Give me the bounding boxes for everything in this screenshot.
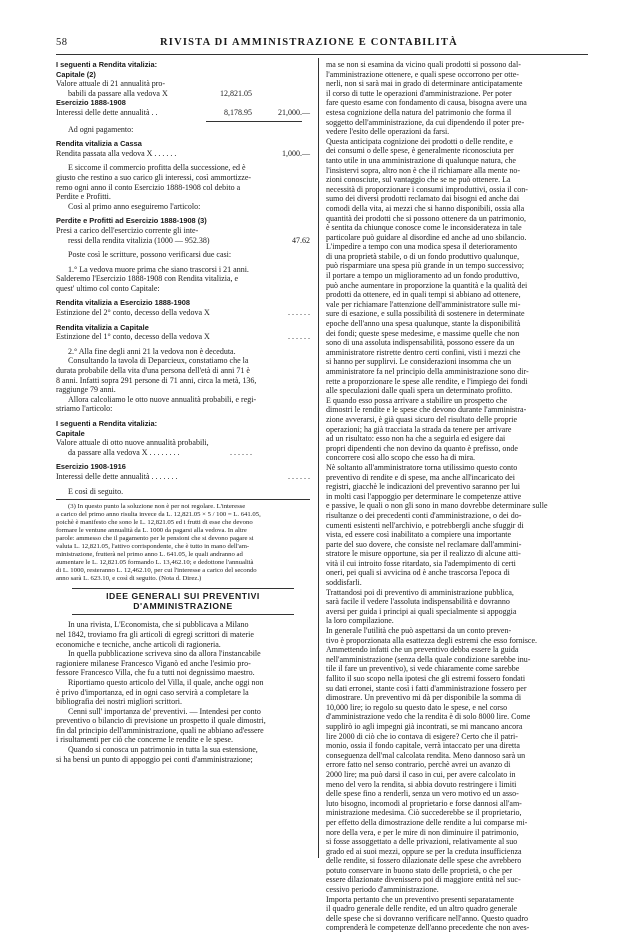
line-text: Rendita vitalizia a Esercizio 1888-1908	[56, 298, 190, 308]
text-line: conseguenza dell'mal calcolata rendita. Meno dannoso sarà un	[326, 750, 526, 760]
text-line: fallito il suo scopo nella ipotesi che gli estremi fossero fondati	[326, 674, 526, 683]
journal-entry-heading	[56, 60, 310, 70]
text-line: risultanze o dei precedenti conti d'amministrazione, o dei do-	[326, 510, 522, 520]
text-line: ad un risultato: esso non ha che a seguirla ed esigere dai	[326, 434, 506, 444]
text-line: d'amministrazione vedo che la rendita è di solo 8000 lire. Come	[326, 712, 531, 722]
line-text: ressi della rendita vitalizia (1000 — 952.38)	[68, 235, 210, 245]
running-header	[56, 37, 588, 51]
line-text: Presi a carico dell'esercizio corrente gli inte-	[56, 225, 199, 235]
text-line	[56, 404, 310, 414]
text-line: Importa pertanto che un preventivo presenti separatamente	[326, 894, 514, 904]
text-line: è sentita da chiunque conosce come le inconsiderateza in tale	[326, 223, 522, 233]
line-text: Interessi delle dette annualità . .	[56, 107, 158, 117]
text-line	[56, 707, 310, 717]
text-line: luto bisogno, incomodi al proprietario e forse dannosi all'am-	[326, 798, 522, 808]
text-line	[56, 226, 310, 236]
line-text: Estinzione del 2° conto, decesso della vedova X	[56, 308, 210, 318]
journal-entry-heading	[56, 216, 310, 226]
text-line	[56, 149, 310, 159]
text-line: prodotti da ottenere, ed in quali tempi si abbiano ad ottenere,	[326, 290, 521, 300]
text-line: Trattandosi poi di preventivo di amministrazione pubblica,	[326, 587, 514, 597]
journal-entry-heading	[56, 139, 310, 149]
text-line: vale per richiamare l'attenzione dell'amministratore sulle mi-	[326, 299, 521, 309]
line-text: Estinzione del 1° conto, decesso della vedova X	[56, 332, 210, 342]
text-line	[56, 640, 310, 650]
text-line: operazioni; ha già tracciata la strada da tenere per arrivare	[326, 424, 512, 434]
line-text: quest' ultimo col conto Capitale:	[56, 283, 160, 293]
line-text: Cenni sull' importanza de' preventivi. — Intendesi per conto	[68, 706, 261, 716]
text-line: sarà facile il vedere l'assoluta indispensabilità e dovranno	[326, 597, 510, 607]
line-text: fessore Francesco Villa, che fu a tutti noi degnissimo maestro.	[56, 668, 255, 678]
line-text: Allora calcoliamo le otto nuove annualità probabili, e regi-	[68, 394, 257, 404]
text-line: epoche dell'anno una spesa qualunque, stante la disponibilità	[326, 319, 521, 329]
text-line: tile il fare un preventivo), si vede chiaramente come sarebbe	[326, 664, 520, 674]
text-line: e passive, le quali o non gli sono in mano dovrebbe determinare sulle	[326, 501, 548, 511]
text-line: il portare a tempo un miglioramento ad un fondo produttivo,	[326, 271, 520, 281]
footnote-line	[56, 527, 310, 535]
text-line: delle spese che si dovranno verificare nell'anno. Questo quadro	[326, 913, 529, 923]
text-line: comprenderà le competenze dell'anno precedente che non aves-	[326, 923, 530, 933]
text-line: sure di esazione, e sulla possibilità di sostenere in determinate	[326, 309, 525, 319]
total-amount: . . . . . .	[288, 308, 310, 318]
text-line	[56, 745, 310, 755]
text-line: vedere l'esito delle operazioni da farsi.	[326, 127, 450, 137]
text-line: su dati erronei, stante così i fatti d'amministrazione fossero per	[326, 683, 527, 693]
text-line: vista, ed essere così inabilitato a compiere una importante	[326, 530, 512, 540]
line-text: anno sarà L. 623.10, e così di seguito. (Nota d. Direz.)	[56, 575, 202, 583]
text-line: nore della vera, e per le mire di non diminuire il patrimonio,	[326, 827, 519, 837]
line-text: Perdite e Profitti ad Esercizio 1888-1908 (3)	[56, 216, 207, 226]
text-line: soddisfarli.	[326, 578, 362, 588]
text-line: dimostrare. Un preventivo mi dà per disponibile la somma di	[326, 693, 522, 703]
text-line: sono di una assoluta indispensabilità, possono essere da un	[326, 338, 515, 348]
line-text: remo ogni anno il conto Esercizio 1888-1908 col debito a	[56, 182, 241, 192]
text-line: In generale l'utilità che può aspettarsi da un conto preven-	[326, 626, 512, 636]
line-text: Esercizio 1908-1916	[56, 462, 126, 472]
text-line	[56, 448, 310, 458]
journal-entry-heading	[56, 98, 310, 108]
text-line: il corso di tutte le operazioni d'amministrazione. Per poter	[326, 88, 512, 98]
total-amount: 21,000.—	[278, 107, 310, 117]
text-line: l'amministrazione ottenere, e quali spese occorrono per otte-	[326, 69, 519, 79]
text-line: 2000 lire; ma può darsi il caso in cui, per avere calcolato in	[326, 769, 516, 779]
footnote-line	[56, 559, 310, 567]
text-line: Ammettendo infatti che un preventivo debba essere la guida	[326, 645, 519, 655]
line-text: giusto che restino a suo carico gli interessi, così ammortizze-	[56, 172, 252, 182]
line-text: ragioniere milanese Francesco Viganò ed anche l'esimio pro-	[56, 658, 251, 668]
journal-entry-heading	[56, 462, 310, 472]
footnote-line	[56, 551, 310, 559]
running-title: RIVISTA DI AMMINISTRAZIONE E CONTABILITÀ	[160, 37, 458, 48]
text-line: zione avverarsi, è già quasi sicuro del risultato delle proprie	[326, 414, 518, 424]
text-line	[56, 678, 310, 688]
text-line	[56, 755, 310, 765]
line-text: di L. 1000, resteranno L. 12,462.10, per cui l'interesse a carico del secondo	[56, 567, 257, 575]
text-line: cessivo periodo d'amministrazione.	[326, 885, 439, 895]
text-line	[56, 688, 310, 698]
text-line: oneri, pei quali si avvicina od è anche trascorsa l'epoca di	[326, 568, 510, 578]
line-text: Così al primo anno eseguiremo l'articolo:	[68, 201, 201, 211]
text-line: dei fondi; queste spese medesime, e massime quelle che non	[326, 328, 520, 338]
footnote-line	[56, 519, 310, 527]
line-text: parole: ammesso che il pagamento per le pensioni che si devono pagare si	[56, 535, 254, 543]
text-line: comodi della vita, ai mezzi che si hanno disponibili, ossia alla	[326, 203, 525, 213]
text-line	[56, 236, 310, 246]
line-text: ministrazione, frutterà nel primo anno L. 641.05, le quali andranno ad	[56, 551, 243, 559]
partial-amount: 12,821.05	[220, 88, 252, 98]
text-line	[56, 659, 310, 669]
text-line: registri, giacchè le indicazioni del preventivo saranno per lui	[326, 482, 520, 492]
text-line	[56, 376, 310, 386]
text-line: ma se non si esamina da vicino quali prodotti si possono dal-	[326, 60, 521, 69]
line-text: I seguenti a Rendita vitalizia:	[56, 419, 158, 428]
line-text: In quella pubblicazione scriveva sino da allora l'instancabile	[68, 649, 261, 659]
line-text: poichè è manifesto che sono le L. 12,821.05 ed i frutti di esse che devono	[56, 519, 253, 527]
line-text: i risultamenti per ciò che concerne le rendite e le spese.	[56, 735, 234, 745]
text-line	[56, 726, 310, 736]
line-text: è privo d'importanza, ed in ogni caso servirà a completare la	[56, 687, 249, 697]
text-line: zioni conosciute, sul vantaggio che se ne può ottenere. La	[326, 175, 511, 185]
text-line: dimostri le rendite e le spese che devono durante l'amministra-	[326, 405, 527, 415]
line-text: durata probabile della vita d'una persona dell'età di anni 71 è	[56, 366, 250, 376]
text-line	[56, 284, 310, 294]
text-line: Questa anticipata cognizione dei prodotti o delle rendite, e	[326, 136, 513, 146]
line-text: Ad ogni pagamento:	[68, 124, 134, 134]
text-line: rette a proporzionare le spese alle rendite, e l'impiego dei fondi	[326, 376, 528, 386]
text-line: aversi per guida i principi ai quali specialmente si appoggia	[326, 606, 517, 616]
text-line	[56, 649, 310, 659]
journal-entry-heading	[56, 429, 310, 439]
text-line	[56, 630, 310, 640]
total-amount: 47.62	[292, 235, 310, 245]
line-text: Consultando la tavola di Deparcieux, constatiamo che la	[68, 356, 249, 366]
line-text: aumentare le L. 12,821.05 formando L. 13,462.10; e dedottone l'annualità	[56, 559, 254, 567]
text-line	[56, 472, 310, 482]
text-line	[56, 716, 310, 726]
text-line: tanto utile in una amministrazione di qualunque natura, che	[326, 155, 516, 165]
line-text: In una rivista, L'Economista, che si pubblicava a Milano	[68, 620, 249, 630]
line-text: Rendita vitalizia a Cassa	[56, 139, 142, 149]
line-text: bibliografia dei nostri migliori scrittori.	[56, 697, 182, 707]
text-line: L'impedire a tempo con una modica spesa il deterioramento	[326, 242, 518, 252]
text-line: ministrazione medesima. Ciò succederebbe se il proprietario,	[326, 808, 522, 818]
text-line	[56, 108, 310, 118]
line-text: Capitale	[56, 428, 85, 438]
text-line	[56, 395, 310, 405]
text-line: di una proprietà stabile, o di un fondo produttivo qualunque,	[326, 251, 520, 261]
text-line	[56, 163, 310, 173]
entry-separator	[206, 121, 302, 122]
section-title: IDEE GENERALI SUI PREVENTIVI D'AMMINISTRAZIONE	[72, 588, 294, 615]
line-text: economiche e tecniche, anche articoli di ragioneria.	[56, 639, 221, 649]
page-number: 58	[56, 37, 68, 48]
partial-amount: 8,178.95	[224, 107, 252, 117]
text-line: quantità dei prodotti che si possono ottenere da un patrimonio,	[326, 213, 526, 223]
text-line	[56, 265, 310, 275]
line-text: Rendita vitalizia a Capitale	[56, 322, 149, 332]
line-text: valuta L. 12,821.05, l'attivo corrispondente, che è tutto in mano dell'am-	[56, 543, 250, 551]
text-line: necessità di proporzionare i consumi improduttivi, ossia il con-	[326, 184, 528, 194]
text-line	[56, 347, 310, 357]
text-line: supplirò io agli impegni già incontrati, se mi mancano ancora	[326, 721, 523, 731]
text-line	[56, 487, 310, 497]
text-line: il quadro generale delle rendite, ed un altro quadro generale	[326, 904, 518, 914]
text-line	[56, 202, 310, 212]
text-line: nell'amministrazione (senza della quale condizione sarebbe inu-	[326, 654, 531, 664]
journal-entry-heading	[56, 323, 310, 333]
line-text: E così di seguito.	[68, 486, 124, 496]
line-text: Valore attuale di otto nuove annualità probabili,	[56, 438, 209, 448]
text-line: grado ed ai suoi mezzi, oppure se per la creduta insufficienza	[326, 846, 522, 856]
text-line: Nè soltanto all'amministratore torna utilissimo questo conto	[326, 462, 518, 472]
text-line: l'insistervi sopra, altro non è che il richiamare alla mente no-	[326, 165, 521, 175]
line-text: raggiunge 79 anni.	[56, 385, 116, 395]
line-text: Valore attuale di 21 annualità pro-	[56, 79, 166, 89]
text-line: amministratore fa nel principio della amministrazione sono dir-	[326, 367, 529, 376]
text-line: alle speculazioni dalle quali spera un determinato profitto.	[326, 386, 513, 396]
total-amount: 1,000.—	[282, 148, 310, 158]
left-column	[56, 60, 310, 860]
column-divider	[318, 58, 319, 858]
line-text: fin dal principio dell'amministrazione, quali ne abbiano ad'essere	[56, 725, 264, 735]
header-rule	[56, 54, 588, 55]
line-text: Rendita passata alla vedova X . . . . . .	[56, 148, 177, 158]
text-line: può anche aumentare in proporzione la quantità e la qualità dei	[326, 280, 528, 290]
text-line: si hanno per supplirvi. Le considerazioni insomma che un	[326, 357, 512, 367]
text-line: monio, ossia il fondo capitale, verrà intaccato per una diretta	[326, 741, 520, 751]
total-amount: . . . . . .	[288, 471, 310, 481]
line-text: 8 anni. Infatti sopra 291 persone di 71 anni, circa la metà, 136,	[56, 375, 257, 385]
line-text: si ha bensì un punto di appoggio pei conti d'amministrazione;	[56, 754, 253, 764]
right-column	[326, 60, 588, 933]
line-text: Interessi delle dette annualità . . . . . . .	[56, 471, 178, 481]
text-line: sumo dei diversi prodotti reclamato dai bisogni ed anche dai	[326, 194, 520, 204]
text-line: per effetto della dimostrazione delle rendite a lui comparse mi-	[326, 817, 528, 827]
text-line: 10,000 lire; io regolo su questo dato le spese, e nel corso	[326, 702, 508, 712]
text-line	[56, 173, 310, 183]
text-line	[56, 385, 310, 395]
text-line	[56, 438, 310, 448]
text-line: in molti casi l'appoggio per determinare le competenze attive	[326, 491, 522, 501]
line-text: a carico del primo anno risulta invece da L. 12,821.05 × 5 / 100 = L. 641.05,	[56, 511, 261, 519]
text-line: potuto conservare in buono stato delle proprietà, o che per	[326, 865, 513, 875]
text-line: concorrere così allo scopo che esso ha di mira.	[326, 453, 476, 463]
line-text: da passare alla vedova X . . . . . . . .	[68, 447, 180, 457]
text-line	[56, 735, 310, 745]
footnote-line	[56, 543, 310, 551]
text-line: tivo è proporzionata alla esattezza degli estremi che esso fornisce.	[326, 635, 538, 645]
line-text: striamo l'articolo:	[56, 404, 113, 414]
text-line: soggetto dell'amministrazione, da cui dipendendo il poter pre-	[326, 117, 525, 127]
line-text: Riportiamo questo articolo del Villa, il quale, anche oggi non	[68, 677, 264, 687]
text-line: E quando esso possa arrivare a stabilire un prospetto che	[326, 395, 508, 405]
text-line: lire 2000 di ciò che io contava di esigere? Certo che il patri-	[326, 731, 518, 741]
line-text: nel 1842, troviamo fra gli articoli di egregi scrittori di materie	[56, 629, 254, 639]
line-text: E siccome il commercio profitta della successione, ed è	[68, 163, 246, 173]
journal-entry-heading	[56, 419, 310, 429]
text-line: vità il cui introito fosse ritardato, sia l'adempimento di certi	[326, 558, 516, 568]
line-text: Perdite e Profitti.	[56, 192, 111, 202]
text-line	[56, 79, 310, 89]
text-line: delle spese fino a renderli, senza un vero motivo ed un asso-	[326, 789, 519, 799]
line-text: preventivo o bilancio di previsione un prospetto il quale dimostri,	[56, 716, 266, 726]
text-line: si fosse assoggettato a delle privazioni, relativamente al suo	[326, 837, 518, 847]
line-text: Poste così le scritture, possono verificarsi due casi:	[68, 250, 232, 260]
line-text: babili da passare alla vedova X	[68, 88, 168, 98]
footnote-line	[56, 535, 310, 543]
text-line: delle rendite, si fossero dilazionate delle spese che avrebbero	[326, 856, 522, 866]
text-line: la loro compilazione.	[326, 616, 394, 626]
text-line	[56, 697, 310, 707]
line-text: (3) In questo punto la soluzione non è per noi regolare. L'interesse	[68, 503, 246, 511]
text-line: estesa cognizione della natura del patrimonio che forma il	[326, 107, 512, 117]
text-line: cumenti esistenti nell'archivio, e potrebbergli anche sfuggir di	[326, 520, 524, 530]
text-line	[56, 668, 310, 678]
text-line: amministratore ristrette dentro certi confini, visti i mezzi che	[326, 347, 521, 357]
footnote-line	[56, 511, 310, 519]
footnote-line	[56, 503, 310, 511]
text-line: propri dipendenti che non devino da quanto è prefisso, onde	[326, 443, 518, 453]
text-line	[56, 183, 310, 193]
text-line	[56, 332, 310, 342]
text-line	[56, 192, 310, 202]
line-text: Quando si conosca un patrimonio in tutta la sua estensione,	[68, 745, 258, 755]
line-text: Salderemo l'Esercizio 1888-1908 con Rendita vitalizia, e	[56, 274, 239, 284]
text-line: preventivo di rendite e di spese, ma anche all'incaricato dei	[326, 472, 515, 482]
text-line: fare questo esame con fondamento di causa, bisogna avere una	[326, 98, 527, 108]
text-line	[56, 366, 310, 376]
text-line: essere dilazionate divenissero poi di maggiore entità nel suc-	[326, 875, 521, 885]
footnote-line	[56, 575, 310, 583]
text-line: meno del vero la rendita, si abbia dovuto restringere i limiti	[326, 779, 517, 789]
footnote-line	[56, 567, 310, 575]
text-line: dei consumi o delle spese, è generalmente riconosciuta per	[326, 146, 514, 156]
text-line: stratore le misure opportune, sia per il realizzo di alcune atti-	[326, 549, 521, 559]
text-line	[56, 250, 310, 260]
partial-amount: . . . . . .	[230, 447, 252, 457]
text-line: nerli, non si sarà mai in grado di determinare anticipatamente	[326, 79, 523, 89]
total-amount: . . . . . .	[288, 332, 310, 342]
text-line	[56, 125, 310, 135]
text-line: può risparmiare una spesa più grande in un tempo successivo;	[326, 261, 524, 271]
line-text: Capitale (2)	[56, 69, 96, 79]
text-line	[56, 356, 310, 366]
text-line: particolare può guidare al disordine ed anche ad uno sbilancio.	[326, 232, 527, 242]
text-line	[56, 308, 310, 318]
journal-entry-heading	[56, 298, 310, 308]
line-text: Esercizio 1888-1908	[56, 98, 126, 108]
text-line: errore fatto nel senso contrario, perchè avrei un avanzo di	[326, 760, 511, 770]
journal-entry-heading	[56, 70, 310, 80]
footnote-rule	[56, 499, 310, 500]
text-line: parte del suo dovere, che consiste nel reclamare dall'ammini-	[326, 539, 522, 549]
line-text: formare le ventune annualità da L. 1000 da pagarsi alla vedova. In altre	[56, 527, 247, 535]
line-text: I seguenti a Rendita vitalizia:	[56, 60, 158, 69]
text-line	[56, 274, 310, 284]
text-line	[56, 89, 310, 99]
line-text: 2.° Alla fine degli anni 21 la vedova non è deceduta.	[68, 346, 236, 356]
text-line	[56, 620, 310, 630]
line-text: 1.° La vedova muore prima che siano trascorsi i 21 anni.	[68, 264, 249, 274]
